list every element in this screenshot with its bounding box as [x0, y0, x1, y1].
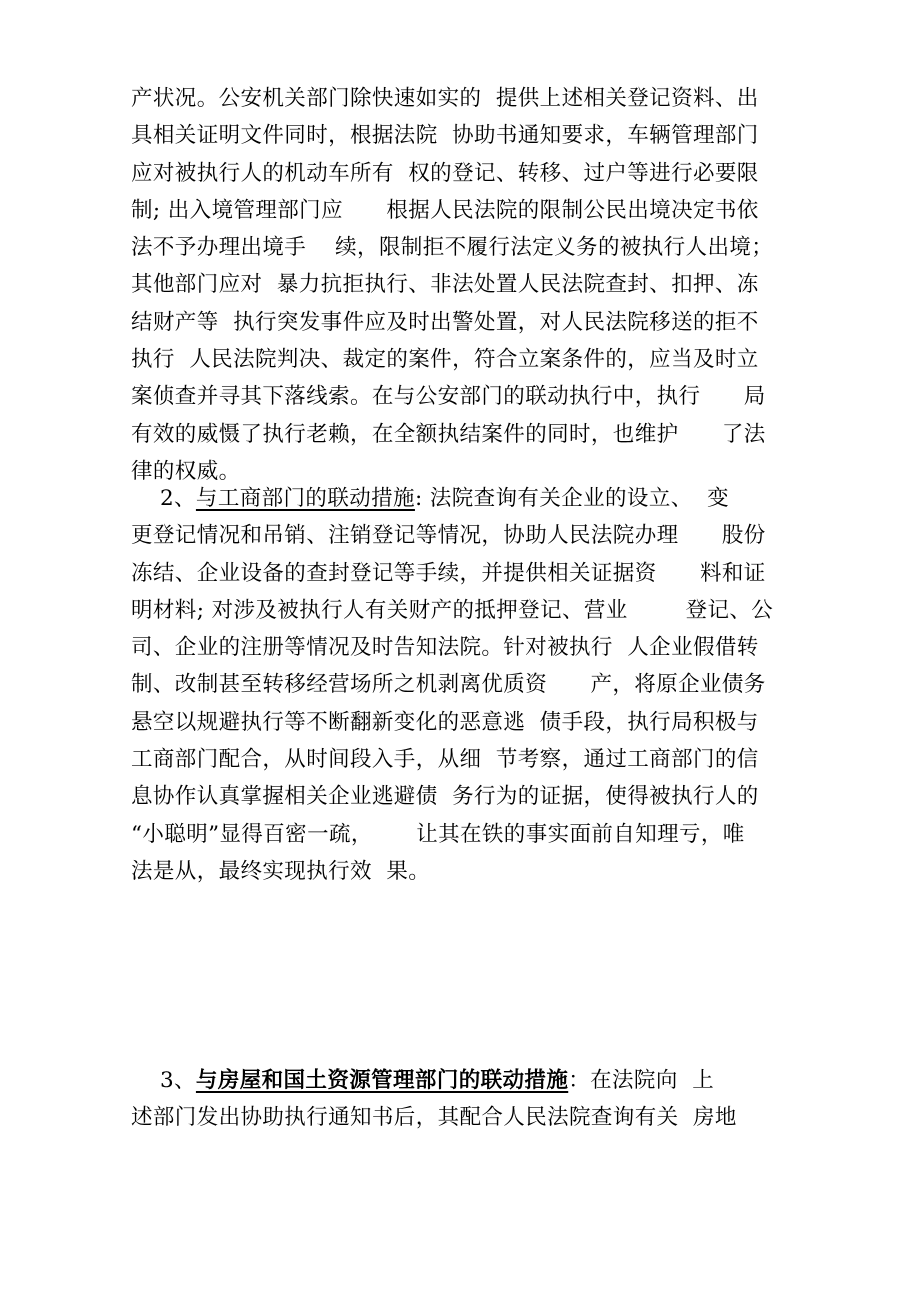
- text-line: 更登记情况和吊销、注销登记等情况，协助人民法院办理 股份: [131, 523, 766, 549]
- text-line: 产状况。公安机关部门除快速如实的 提供上述相关登记资料、出: [131, 86, 759, 111]
- paragraph-commerce: [131, 480, 791, 890]
- text-line: 有效的威慑了执行老赖，在全额执结案件的同时，也维护 了法: [131, 421, 766, 447]
- section-heading: 与工商部门的联动措施: [195, 486, 415, 511]
- text-line: 工商部门配合，从时间段入手，从细 节考察，通过工商部门的信: [131, 747, 759, 773]
- text-line: 制; 出入境管理部门应 根据人民法院的限制公民出境决定书依: [131, 197, 759, 223]
- text-line: 悬空以规避执行等不断翻新变化的恶意逃 债手段，执行局积极与: [131, 709, 759, 735]
- paragraph-first-line: [131, 1062, 791, 1099]
- text-line: 法不予办理出境手 续，限制拒不履行法定义务的被执行人出境；: [131, 235, 774, 261]
- text-line: 具相关证明文件同时，根据法院 协助书通知要求，车辆管理部门: [131, 123, 759, 149]
- text-line: 结财产等 执行突发事件应及时出警处置，对人民法院移送的拒不: [131, 309, 759, 335]
- section-number: 2、: [159, 486, 196, 511]
- text-line: 息协作认真掌握相关企业逃避债 务行为的证据，使得被执行人的: [131, 784, 759, 810]
- text-line: 执行 人民法院判决、裁定的案件，符合立案条件的，应当及时立: [131, 347, 759, 373]
- text-line: 案侦查并寻其下落线索。在与公安部门的联动执行中，执行 局: [131, 384, 766, 410]
- text-line-rest: ：在法院向 上: [568, 1068, 715, 1093]
- text-line: 法是从，最终实现执行效 果。: [131, 858, 431, 884]
- text-line: 其他部门应对 暴力抗拒执行、非法处置人民法院查封、扣押、冻: [131, 272, 759, 298]
- section-heading: 与房屋和国土资源管理部门的联动措施: [195, 1068, 569, 1093]
- text-line-rest: : 法院查询有关企业的设立、 变: [414, 486, 729, 511]
- paragraph-first-line: [131, 480, 791, 517]
- text-line: 述部门发出协助执行通知书后，其配合人民法院查询有关 房地: [131, 1105, 737, 1131]
- text-line: 律的权威。: [131, 458, 241, 484]
- text-line: 制、改制甚至转移经营场所之机剥离优质资 产，将原企业债务: [131, 672, 766, 698]
- text-line: 明材料; 对涉及被执行人有关财产的抵押登记、营业 登记、公: [131, 597, 774, 623]
- paragraph-public-security: [131, 80, 791, 490]
- paragraph-housing-land: [131, 1062, 791, 1137]
- text-line: 应对被执行人的机动车所有 权的登记、转移、过户等进行必要限: [131, 160, 759, 186]
- text-line: “小聪明”显得百密一疏， 让其在铁的事实面前自知理亏，唯: [131, 821, 745, 847]
- text-line: 冻结、企业设备的查封登记等手续，并提供相关证据资 料和证: [131, 560, 766, 586]
- text-line: 司、企业的注册等情况及时告知法院。针对被执行 人企业假借转: [131, 635, 759, 661]
- section-number: 3、: [159, 1068, 196, 1093]
